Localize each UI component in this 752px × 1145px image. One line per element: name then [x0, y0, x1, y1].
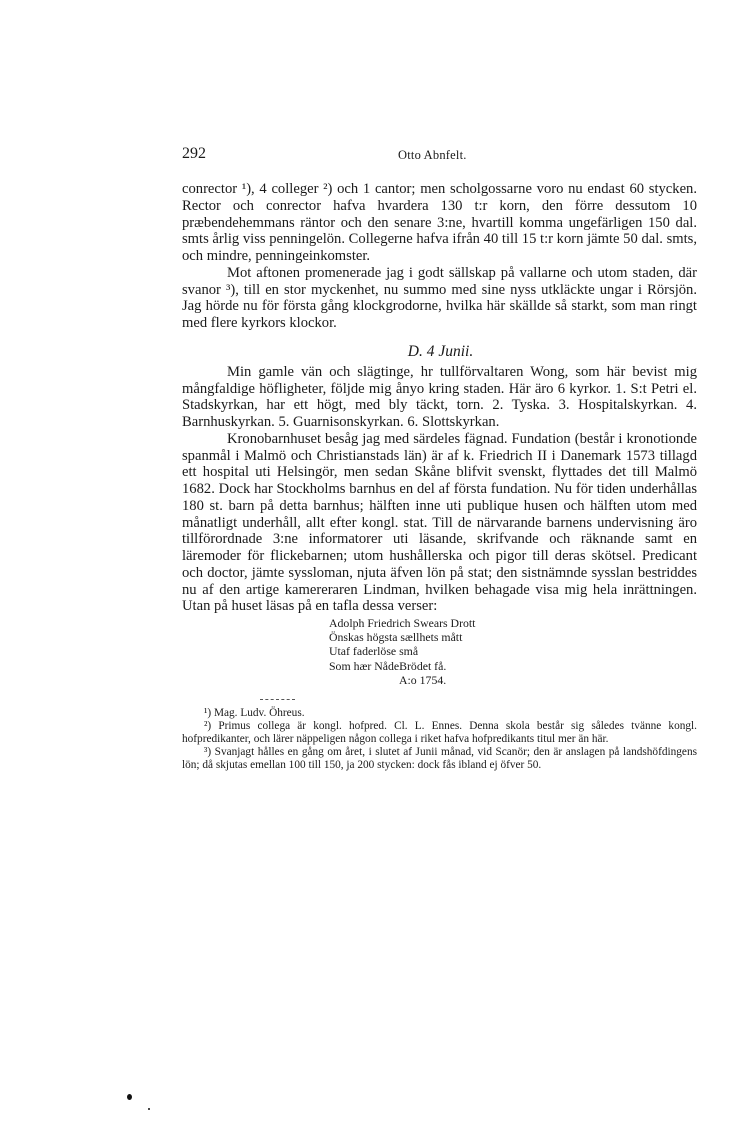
footnote-1: ¹) Mag. Ludv. Öhreus. — [204, 707, 305, 720]
ink-speck — [148, 1108, 150, 1110]
running-head: Otto Abnfelt. — [398, 148, 467, 162]
verse-line: Adolph Friedrich Swears Drott — [329, 616, 476, 630]
verse-date: A:o 1754. — [399, 672, 447, 687]
footnote-3: ³) Svanjagt hålles en gång om året, i slutet af Junii månad, vid Scanör; den är anslagen på landshöfdingens lön; då skjutas emellan 100 till 150, ja 200 stycken: dock fås ibland ej öfver 50. — [182, 746, 697, 772]
inscription-verse — [329, 616, 697, 687]
footnote-2: ²) Primus collega är kongl. hofpred. Cl. L. Ennes. Denna skola består sig således tvänne kongl. hofpredikanter, och lärer näppeligen någon collega i riket hafva hofpredikants titul mer än här. — [182, 720, 697, 746]
verse-line: Som hær NådeBrödet få. — [329, 658, 447, 673]
ink-speck — [127, 1094, 132, 1100]
main-text — [182, 181, 697, 772]
paragraph-churches: Min gamle vän och slägtinge, hr tullförvaltaren Wong, som här bevist mig mångfaldige höfligheter, följde mig ånyo kring staden. Här äro 6 kyrkor. 1. S:t Petri el. Stadskyrkan, har ett högt, med bly täckt, torn. 2. Tyska. 3. Hospitalskyrkan. 4. Barnhuskyrkan. 5. Guarnisonskyrkan. 6. Slottskyrkan. — [182, 363, 697, 430]
paragraph-orphanage: Kronobarnhuset besåg jag med särdeles fägnad. Fundation (består i kronotionde spanmål i Malmö och Christianstads län) är af k. Friedrich II i Danemark 1573 tillagd ett hospital uti Helsingör, men sedan Skåne blifvit svenskt, flyttades det till Malmö 1682. Dock har Stockholms barnhus en del af första fundation. Nu för tiden underhållas 180 st. barn på detta barnhus; hälften inne uti publique husen och hälften utom med månatligt underhåll, allt efter kongl. stat. Till de närvarande barnens undervisning äro tillförordnade 3:ne informatorer uti läsande, skrifvande och räknande samt en läremoder för flickebarnen; utom hushållerska och pigor till deras skötsel. Predicant och doctor, jämte syssloman, njuta äfven lön på stat; den sistnämnde sysslan bestriddes nu af den artige kamereraren Lindman, hvilken behagade visa mig hela inrättningen. Utan på huset läsas på en tafla dessa verser: — [182, 430, 697, 615]
paragraph-conrector: conrector ¹), 4 colleger ²) och 1 cantor; men scholgossarne voro nu endast 60 stycken. Rector och conrector hafva hvardera 130 t:r korn, den förre dessutom 10 præbendehemmans räntor och den senare 3:ne, hvartill komma ungefärligen 150 dal. smts årlig viss penningelön. Collegerne hafva ifrån 40 till 15 t:r korn jämte 50 dal. smts, och mindre, penningeinkomster. — [182, 181, 697, 264]
date-heading: D. 4 Junii. — [407, 342, 474, 360]
footnote-separator — [260, 699, 295, 700]
verse-line: Utaf faderlöse små — [329, 644, 419, 659]
page-number: 292 — [182, 145, 206, 162]
page-header — [182, 145, 697, 167]
verse-line: Önskas högsta sællhets mått — [329, 630, 463, 645]
paragraph-evening-walk: Mot aftonen promenerade jag i godt sällskap på vallarne och utom staden, där svanor ³), till en stor myckenhet, nu summo med sine nyss utkläckte ungar i Rörsjön. Jag hörde nu för första gång klockgrodorne, hvilka här skällde så starkt, som man ringt med flere kyrkors klockor. — [182, 264, 697, 331]
footnotes — [182, 707, 697, 772]
